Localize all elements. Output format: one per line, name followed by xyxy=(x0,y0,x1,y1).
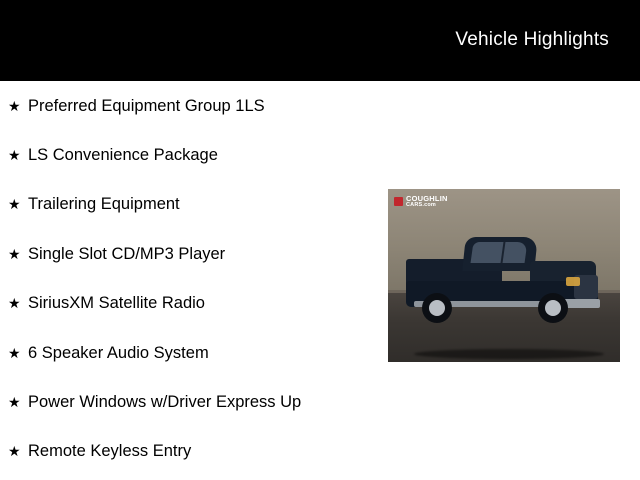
truck-rear-wheel xyxy=(422,293,452,323)
star-icon: ★ xyxy=(8,295,21,312)
page-header xyxy=(0,0,640,81)
truck-headlight xyxy=(566,277,580,286)
star-icon: ★ xyxy=(8,97,21,114)
star-icon: ★ xyxy=(8,344,21,361)
list-item xyxy=(0,81,380,130)
page-title: Vehicle Highlights xyxy=(455,29,609,50)
vehicle-features-list xyxy=(0,81,380,476)
feature-label: Single Slot CD/MP3 Player xyxy=(28,244,226,263)
feature-label: Remote Keyless Entry xyxy=(28,442,192,461)
list-item xyxy=(0,229,380,278)
feature-label: Preferred Equipment Group 1LS xyxy=(28,96,265,115)
dealer-name: COUGHLIN xyxy=(406,194,448,203)
truck-illustration xyxy=(406,231,604,319)
star-icon: ★ xyxy=(8,443,21,460)
vehicle-photo xyxy=(388,189,620,362)
list-item xyxy=(0,328,380,377)
list-item xyxy=(0,130,380,179)
dealer-logo-icon xyxy=(394,197,403,206)
dealer-watermark xyxy=(394,195,448,208)
list-item xyxy=(0,427,380,476)
star-icon: ★ xyxy=(8,394,21,411)
list-item xyxy=(0,180,380,229)
dealer-domain: CARS.com xyxy=(406,201,437,208)
star-icon: ★ xyxy=(8,196,21,213)
feature-label: SiriusXM Satellite Radio xyxy=(28,294,205,313)
list-item xyxy=(0,279,380,328)
truck-window xyxy=(471,242,528,263)
list-item xyxy=(0,377,380,426)
star-icon: ★ xyxy=(8,245,21,262)
star-icon: ★ xyxy=(8,147,21,164)
feature-label: Trailering Equipment xyxy=(28,195,180,214)
feature-label: LS Convenience Package xyxy=(28,146,218,165)
feature-label: Power Windows w/Driver Express Up xyxy=(28,392,302,411)
truck-shadow xyxy=(414,349,604,359)
truck-front-wheel xyxy=(538,293,568,323)
feature-label: 6 Speaker Audio System xyxy=(28,343,209,362)
dealer-watermark-text xyxy=(406,195,448,208)
